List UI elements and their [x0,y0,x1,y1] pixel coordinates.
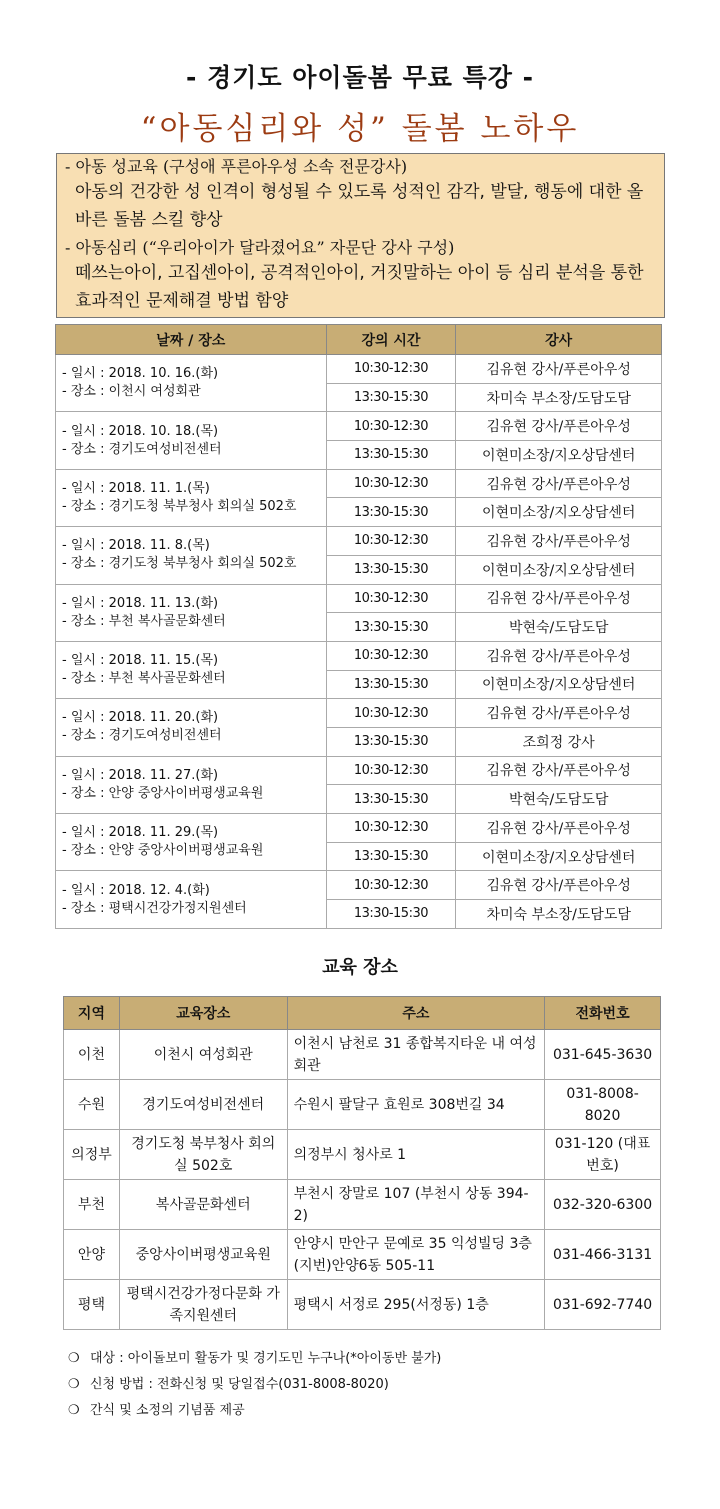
schedule-instructor: 김유현 강사/푸른아우성 [456,814,662,843]
location-region: 이천 [64,1030,120,1080]
location-address: 부천시 장말로 107 (부천시 상동 394-2) [287,1180,545,1230]
intro-text: 떼쓰는아이, 고집센아이, 공격적인아이, 거짓말하는 아이 등 심리 분석을 통한 효과적인 문제해결 방법 함양 [75,263,644,311]
schedule-place: - 장소 : 부천 복사골문화센터 [62,671,226,687]
note-text: 신청 방법 : 전화신청 및 당일접수(031-8008-8020) [90,1377,389,1392]
schedule-time: 13:30-15:30 [326,498,456,527]
schedule-date: - 일시 : 2018. 12. 4.(화) [62,882,210,898]
schedule-time: 13:30-15:30 [326,900,456,929]
header-address: 주소 [287,997,545,1030]
location-region: 평택 [64,1280,120,1330]
schedule-place: - 장소 : 평택시건강가정지원센터 [62,900,247,916]
location-address: 의정부시 청사로 1 [287,1130,545,1180]
schedule-time: 10:30-12:30 [326,699,456,728]
schedule-time: 10:30-12:30 [326,641,456,670]
location-row [64,1130,661,1180]
location-place: 경기도여성비전센터 [119,1080,287,1130]
schedule-instructor: 조희정 강사 [456,727,662,756]
schedule-time: 10:30-12:30 [326,756,456,785]
schedule-date-place [56,641,327,698]
schedule-instructor: 김유현 강사/푸른아우성 [456,871,662,900]
location-place: 경기도청 북부청사 회의실 502호 [119,1130,287,1180]
location-row [64,1230,661,1280]
schedule-time: 10:30-12:30 [326,412,456,441]
schedule-instructor: 이현미소장/지오상담센터 [456,842,662,871]
schedule-row [56,355,662,384]
location-phone: 031-645-3630 [545,1030,661,1080]
location-address: 이천시 남천로 31 종합복지타운 내 여성회관 [287,1030,545,1080]
intro-box [56,153,665,318]
schedule-instructor: 차미숙 부소장/도담도담 [456,383,662,412]
schedule-instructor: 김유현 강사/푸른아우성 [456,527,662,556]
location-row [64,1080,661,1130]
schedule-date-place [56,756,327,813]
schedule-time: 10:30-12:30 [326,584,456,613]
note-text: 간식 및 소정의 기념품 제공 [90,1403,245,1418]
schedule-date-place [56,699,327,756]
schedule-instructor: 김유현 강사/푸른아우성 [456,469,662,498]
intro-heading: - 아동심리 (“우리아이가 달라졌어요” 자문단 강사 구성) [65,238,455,257]
note-item [68,1372,441,1398]
schedule-time: 13:30-15:30 [326,727,456,756]
header-region: 지역 [64,997,120,1030]
note-item [68,1346,441,1372]
schedule-time: 13:30-15:30 [326,613,456,642]
location-place: 중앙사이버평생교육원 [119,1230,287,1280]
circle-bullet-icon: ❍ [68,1377,80,1392]
location-region: 의정부 [64,1130,120,1180]
schedule-row [56,412,662,441]
location-phone: 031-466-3131 [545,1230,661,1280]
schedule-date: - 일시 : 2018. 10. 18.(목) [62,423,219,439]
schedule-instructor: 김유현 강사/푸른아우성 [456,756,662,785]
schedule-date: - 일시 : 2018. 11. 13.(화) [62,595,219,611]
locations-header-row [64,997,661,1030]
header-instructor: 강사 [456,325,662,355]
schedule-instructor: 이현미소장/지오상담센터 [456,555,662,584]
schedule-time: 10:30-12:30 [326,355,456,384]
schedule-date: - 일시 : 2018. 11. 27.(화) [62,767,219,783]
header-place: 교육장소 [119,997,287,1030]
schedule-time: 13:30-15:30 [326,555,456,584]
location-place: 이천시 여성회관 [119,1030,287,1080]
note-item [68,1398,441,1424]
schedule-instructor: 박현숙/도담도담 [456,613,662,642]
schedule-place: - 장소 : 경기도여성비전센터 [62,728,222,744]
schedule-time: 13:30-15:30 [326,785,456,814]
schedule-row [56,871,662,900]
schedule-date-place [56,527,327,584]
schedule-row [56,641,662,670]
intro-text: 아동의 건강한 성 인격이 형성될 수 있도록 성적인 감각, 발달, 행동에 대한 올바른 돌봄 스킬 향상 [75,182,644,230]
schedule-instructor: 박현숙/도담도담 [456,785,662,814]
schedule-date-place [56,584,327,641]
schedule-row [56,584,662,613]
schedule-date-place [56,412,327,469]
schedule-place: - 장소 : 안양 중앙사이버평생교육원 [62,785,264,801]
schedule-date: - 일시 : 2018. 11. 20.(화) [62,710,219,726]
circle-bullet-icon: ❍ [68,1351,80,1366]
schedule-date-place [56,355,327,412]
location-region: 안양 [64,1230,120,1280]
schedule-instructor: 이현미소장/지오상담센터 [456,670,662,699]
schedule-date-place [56,469,327,526]
schedule-instructor: 김유현 강사/푸른아우성 [456,355,662,384]
schedule-time: 10:30-12:30 [326,527,456,556]
note-text: 대상 : 아이돌보미 활동가 및 경기도민 누구나(*아이동반 불가) [90,1351,442,1366]
locations-table [63,996,661,1330]
schedule-row [56,814,662,843]
schedule-place: - 장소 : 부천 복사골문화센터 [62,613,226,629]
schedule-time: 13:30-15:30 [326,441,456,470]
schedule-time: 13:30-15:30 [326,842,456,871]
header-phone: 전화번호 [545,997,661,1030]
schedule-date: - 일시 : 2018. 11. 1.(목) [62,480,210,496]
schedule-row [56,527,662,556]
schedule-instructor: 김유현 강사/푸른아우성 [456,412,662,441]
schedule-place: - 장소 : 경기도청 북부청사 회의실 502호 [62,498,297,514]
schedule-time: 10:30-12:30 [326,469,456,498]
header-date-place: 날짜 / 장소 [56,325,327,355]
schedule-place: - 장소 : 이천시 여성회관 [62,384,201,400]
location-place: 평택시건강가정다문화 가족지원센터 [119,1280,287,1330]
schedule-instructor: 김유현 강사/푸른아우성 [456,699,662,728]
location-phone: 031-8008-8020 [545,1080,661,1130]
schedule-header-row [56,325,662,355]
notes-list [68,1346,441,1424]
location-address: 수원시 팔달구 효원로 308번길 34 [287,1080,545,1130]
schedule-place: - 장소 : 경기도청 북부청사 회의실 502호 [62,556,297,572]
schedule-place: - 장소 : 경기도여성비전센터 [62,441,222,457]
schedule-instructor: 김유현 강사/푸른아우성 [456,584,662,613]
page-subtitle: “아동심리와 성” 돌봄 노하우 [140,111,580,147]
schedule-row [56,756,662,785]
location-row [64,1180,661,1230]
schedule-time: 13:30-15:30 [326,383,456,412]
schedule-date: - 일시 : 2018. 11. 29.(목) [62,825,219,841]
schedule-row [56,469,662,498]
schedule-instructor: 이현미소장/지오상담센터 [456,441,662,470]
schedule-time: 13:30-15:30 [326,670,456,699]
location-place: 복사골문화센터 [119,1180,287,1230]
location-phone: 031-120 (대표번호) [545,1130,661,1180]
schedule-time: 10:30-12:30 [326,871,456,900]
location-address: 안양시 만안구 문예로 35 익성빌딩 3층 (지번)안양6동 505-11 [287,1230,545,1280]
location-row [64,1280,661,1330]
schedule-date: - 일시 : 2018. 11. 8.(목) [62,538,210,554]
location-region: 수원 [64,1080,120,1130]
schedule-table [55,324,662,929]
schedule-time: 10:30-12:30 [326,814,456,843]
schedule-date-place [56,814,327,871]
page-title: - 경기도 아이돌봄 무료 특강 - [186,63,534,92]
location-region: 부천 [64,1180,120,1230]
location-phone: 031-692-7740 [545,1280,661,1330]
schedule-place: - 장소 : 안양 중앙사이버평생교육원 [62,843,264,859]
circle-bullet-icon: ❍ [68,1403,80,1418]
header-time: 강의 시간 [326,325,456,355]
locations-title: 교육 장소 [322,957,398,978]
schedule-date: - 일시 : 2018. 11. 15.(목) [62,653,219,669]
schedule-row [56,699,662,728]
schedule-date-place [56,871,327,928]
schedule-date: - 일시 : 2018. 10. 16.(화) [62,366,219,382]
schedule-instructor: 김유현 강사/푸른아우성 [456,641,662,670]
intro-heading: - 아동 성교육 (구성애 푸른아우성 소속 전문강사) [65,157,408,176]
location-row [64,1030,661,1080]
location-address: 평택시 서정로 295(서정동) 1층 [287,1280,545,1330]
schedule-instructor: 이현미소장/지오상담센터 [456,498,662,527]
schedule-instructor: 차미숙 부소장/도담도담 [456,900,662,929]
location-phone: 032-320-6300 [545,1180,661,1230]
